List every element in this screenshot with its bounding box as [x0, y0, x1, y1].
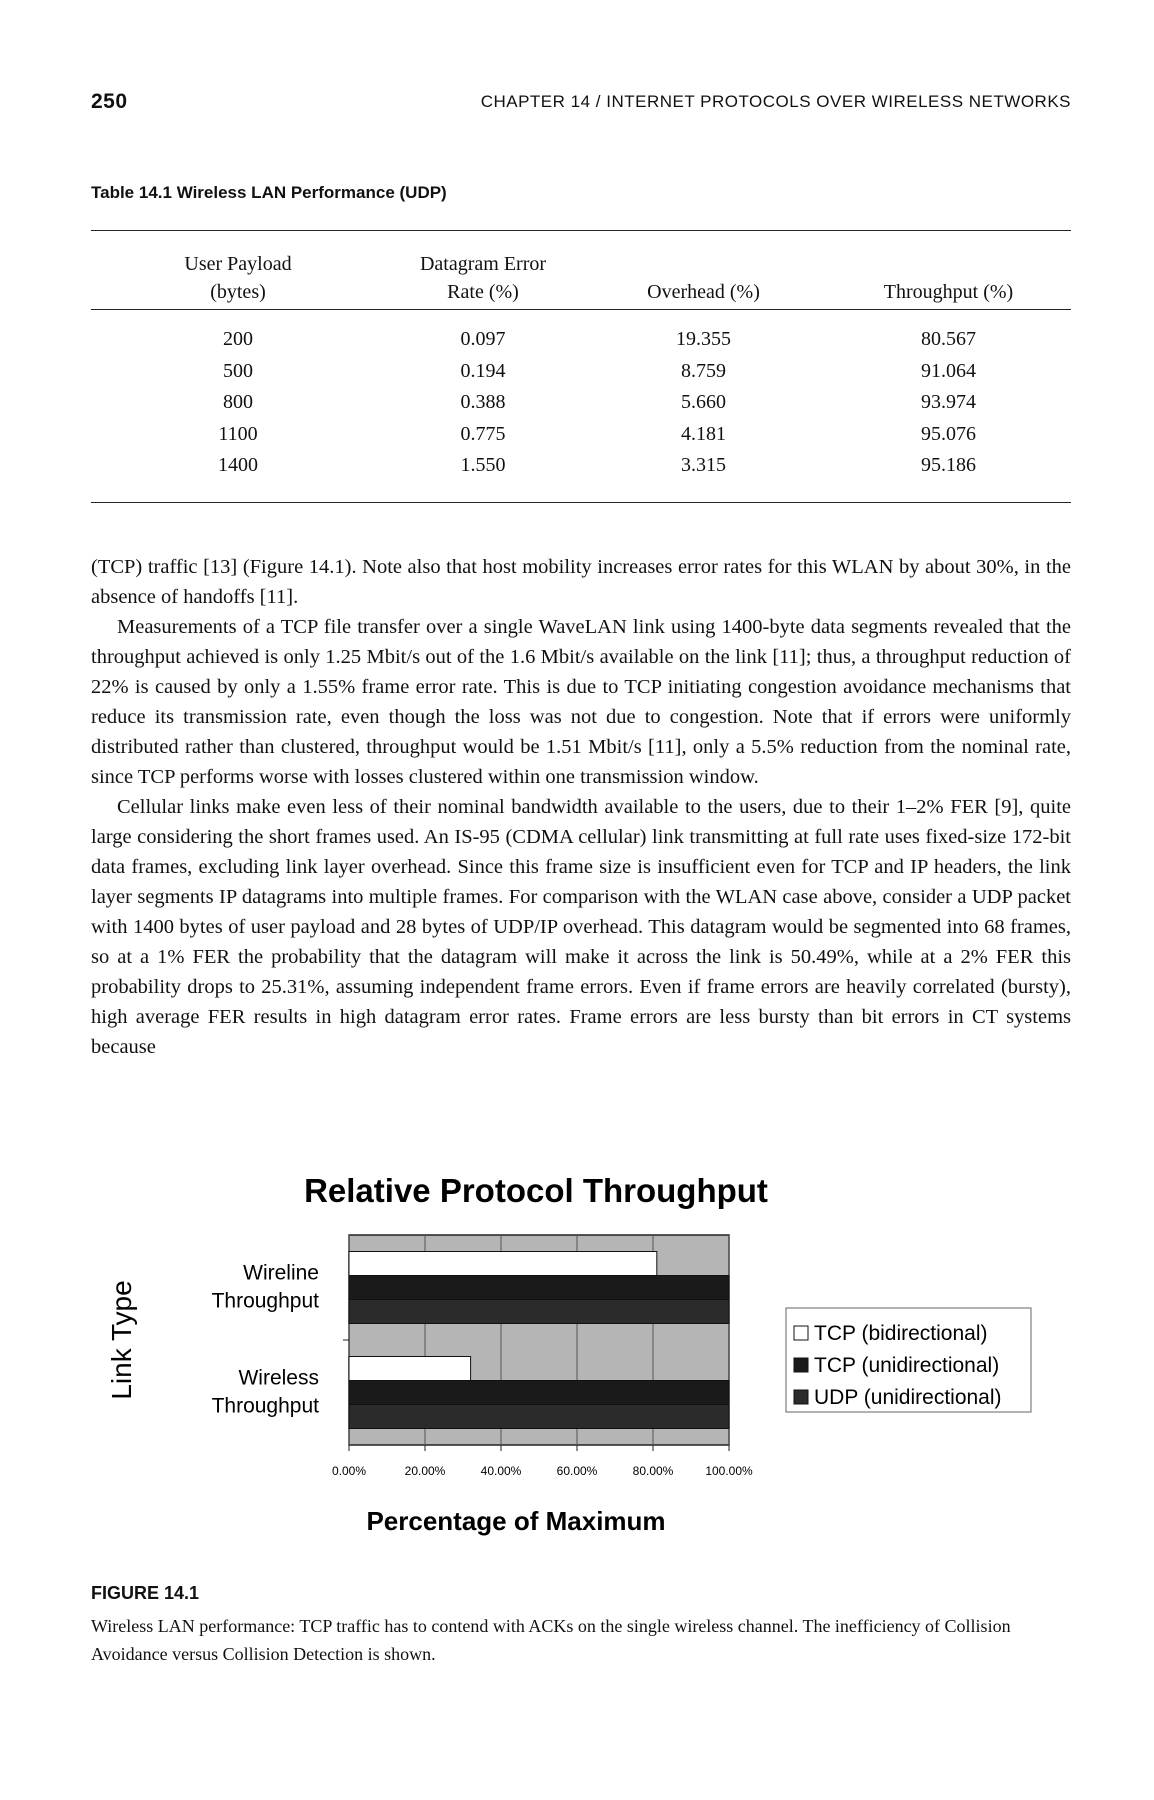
column-header: Overhead (%): [647, 281, 760, 303]
y-axis-label: Link Type: [106, 1280, 137, 1400]
table-cell: 0.194: [460, 359, 506, 382]
table-cell: 95.186: [921, 454, 976, 477]
paragraph: Measurements of a TCP file transfer over a single WaveLAN link using 1400-byte data segments revealed that the throughput achieved is only 1.25 Mbit/s out of the 1.6 Mbit/s available on the link [11]; thus, a throughput reduction of 22% is caused by only a 1.55% frame error rate. This is due to TCP initiating congestion avoidance mechanisms that reduce its transmission rate, even though the loss was not due to congestion. Note that if errors were uniformly distributed rather than clustered, throughput would be 1.51 Mbit/s [11], only a 5.5% reduction from the nominal rate, since TCP performs worse with losses clustered within one transmission window.: [91, 616, 1071, 788]
table-cell: 1.550: [460, 454, 506, 477]
bar: [349, 1381, 729, 1405]
table-row: [91, 356, 1071, 388]
table-top-rule: [91, 230, 1071, 231]
page-header: [91, 90, 1071, 120]
table-cell: 8.759: [681, 359, 726, 382]
table-row: [91, 419, 1071, 451]
table-cell: 19.355: [676, 328, 731, 351]
table-cell: 91.064: [921, 359, 976, 382]
table-caption: [91, 183, 447, 203]
paragraph: (TCP) traffic [13] (Figure 14.1). Note also that host mobility increases error rates for this WLAN by about 30%, in the absence of handoffs [11].: [91, 556, 1071, 608]
table-cell: 80.567: [921, 328, 976, 351]
table-cell: 3.315: [681, 454, 726, 477]
table-cell: 1100: [218, 422, 258, 445]
table-title: Wireless LAN Performance (UDP): [176, 183, 447, 202]
table-cell: 4.181: [681, 422, 726, 445]
table-cell: 200: [223, 328, 253, 351]
bar: [349, 1405, 729, 1429]
table-header-row: [91, 240, 1071, 306]
bar: [349, 1252, 657, 1276]
bar: [349, 1357, 471, 1381]
table-row: [91, 387, 1071, 419]
table-cell: 95.076: [921, 422, 976, 445]
figure-caption: Wireless LAN performance: TCP traffic has to contend with ACKs on the single wireless channel. The inefficiency of Collision Avoidance versus Collision Detection is shown.: [91, 1616, 1011, 1664]
x-tick-label: 0.00%: [331, 1464, 367, 1478]
paragraph: Cellular links make even less of their nominal bandwidth available to the users, due to their 1–2% FER [9], quite large considering the short frames used. An IS-95 (CDMA cellular) link transmitting at full rate uses fixed-size 172-bit data frames, excluding link layer overhead. Since this frame size is insufficient even for TCP and IP headers, the link layer segments IP datagrams into multiple frames. For comparison with the WLAN case above, consider a UDP packet with 1400 bytes of user payload and 28 bytes of UDP/IP overhead. This datagram would be segmented into 68 frames, so at a 1% FER the probability that the datagram will make it across the link is 50.49%, while at a 2% FER this probability drops to 25.31%, assuming independent frame errors. Even if frame errors are heavily correlated (bursty), high average FER results in high datagram error rates. Frame errors are less bursty than bit errors in CT systems because: [91, 796, 1071, 1058]
table-row: [91, 324, 1071, 356]
table-cell: 0.097: [460, 328, 506, 351]
column-header: Throughput (%): [883, 281, 1014, 303]
table-cell: 0.775: [460, 422, 506, 445]
table-cell: 93.974: [921, 391, 976, 414]
page-number: 250: [91, 90, 128, 113]
legend-swatch: [794, 1326, 808, 1340]
body-text: [91, 552, 1071, 1062]
legend-label: TCP (unidirectional): [814, 1354, 1000, 1377]
category-label: Wireline: [243, 1261, 319, 1285]
legend-swatch: [794, 1358, 808, 1372]
chart-title: Relative Protocol Throughput: [304, 1172, 768, 1209]
table-cell: 0.388: [460, 391, 506, 414]
legend-swatch: [794, 1390, 808, 1404]
table-cell: 5.660: [681, 391, 726, 414]
x-tick-label: 20.00%: [404, 1464, 446, 1478]
legend-label: TCP (bidirectional): [814, 1322, 988, 1345]
table-bottom-rule: [91, 502, 1071, 503]
category-label: Wireless: [238, 1366, 319, 1390]
table-row: [91, 450, 1071, 482]
x-tick-label: 40.00%: [480, 1464, 522, 1478]
column-header: User Payload (bytes): [184, 253, 292, 303]
legend-label: UDP (unidirectional): [814, 1386, 1002, 1409]
table-cell: 800: [223, 391, 253, 414]
column-header: Datagram Error Rate (%): [419, 253, 547, 303]
running-head: CHAPTER 14 / INTERNET PROTOCOLS OVER WIRELESS NETWORKS: [480, 92, 1071, 111]
figure-label: FIGURE 14.1: [91, 1583, 200, 1603]
throughput-chart: [91, 1160, 1071, 1560]
table-label: Table 14.1: [91, 183, 172, 202]
x-axis-label: Percentage of Maximum: [366, 1506, 666, 1536]
category-label: Throughput: [211, 1289, 319, 1313]
category-label: Throughput: [211, 1394, 319, 1418]
table-cell: 500: [223, 359, 253, 382]
x-tick-label: 60.00%: [556, 1464, 598, 1478]
x-tick-label: 80.00%: [632, 1464, 674, 1478]
bar: [349, 1300, 729, 1324]
bar: [349, 1276, 729, 1300]
x-tick-label: 100.00%: [705, 1464, 753, 1478]
performance-table: [91, 240, 1071, 482]
table-cell: 1400: [218, 454, 258, 477]
